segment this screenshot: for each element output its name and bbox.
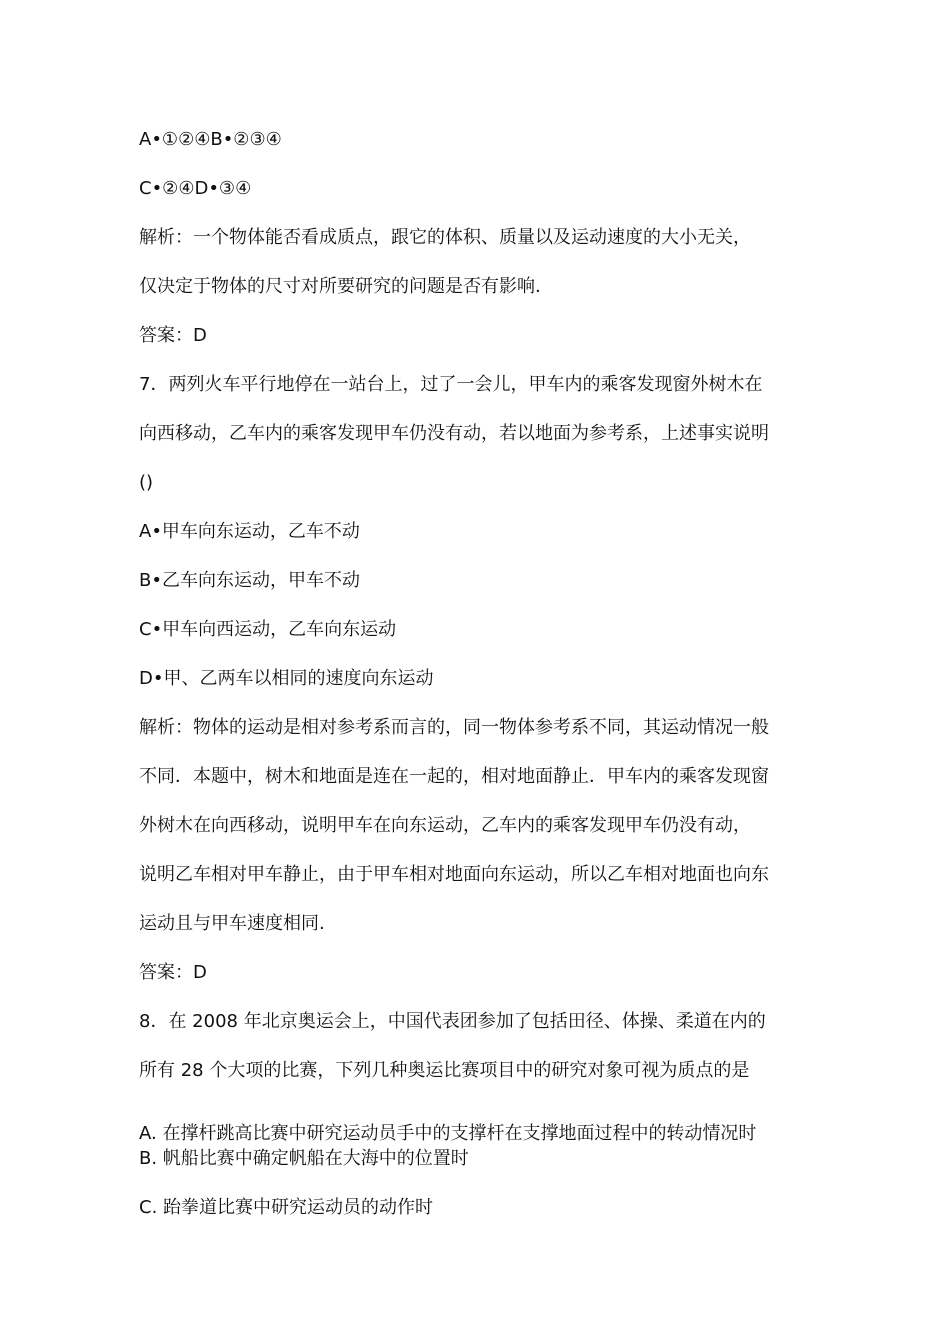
q7-stem-line-2: 向西移动，乙车内的乘客发现甲车仍没有动，若以地面为参考系，上述事实说明 — [139, 423, 769, 444]
q7-option-d: D•甲、乙两车以相同的速度向东运动 — [139, 668, 434, 689]
q7-analysis-line-4: 说明乙车相对甲车静止，由于甲车相对地面向东运动，所以乙车相对地面也向东 — [139, 864, 769, 885]
q6-options-cd: C•②④D•③④ — [139, 178, 252, 199]
q6-analysis-line-1: 解析：一个物体能否看成质点，跟它的体积、质量以及运动速度的大小无关， — [139, 227, 751, 248]
q7-analysis-line-1: 解析：物体的运动是相对参考系而言的，同一物体参考系不同，其运动情况一般 — [139, 717, 769, 738]
q7-stem-line-3: () — [139, 472, 154, 493]
q6-answer: 答案：D — [139, 325, 207, 346]
q7-option-b: B•乙车向东运动，甲车不动 — [139, 570, 360, 591]
q7-stem-line-1: 7．两列火车平行地停在一站台上，过了一会儿，甲车内的乘客发现窗外树木在 — [139, 374, 763, 395]
q7-analysis-line-2: 不同．本题中，树木和地面是连在一起的，相对地面静止．甲车内的乘客发现窗 — [139, 766, 769, 787]
q8-stem-line-2: 所有 28 个大项的比赛，下列几种奥运比赛项目中的研究对象可视为质点的是 — [139, 1060, 750, 1081]
q6-analysis-line-2: 仅决定于物体的尺寸对所要研究的问题是否有影响. — [139, 276, 541, 297]
q8-stem-line-1: 8．在 2008 年北京奥运会上，中国代表团参加了包括田径、体操、柔道在内的 — [139, 1011, 766, 1032]
q6-options-ab: A•①②④B•②③④ — [139, 129, 282, 150]
q7-option-a: A•甲车向东运动，乙车不动 — [139, 521, 360, 542]
q8-option-b: B. 帆船比赛中确定帆船在大海中的位置时 — [139, 1148, 469, 1169]
q7-analysis-line-3: 外树木在向西移动，说明甲车在向东运动，乙车内的乘客发现甲车仍没有动， — [139, 815, 751, 836]
q7-option-c: C•甲车向西运动，乙车向东运动 — [139, 619, 397, 640]
q7-analysis-line-5: 运动且与甲车速度相同. — [139, 913, 325, 934]
q8-option-a: A. 在撑杆跳高比赛中研究运动员手中的支撑杆在支撑地面过程中的转动情况时 — [139, 1123, 757, 1144]
q7-answer: 答案：D — [139, 962, 207, 983]
q8-option-c: C. 跆拳道比赛中研究运动员的动作时 — [139, 1197, 434, 1218]
